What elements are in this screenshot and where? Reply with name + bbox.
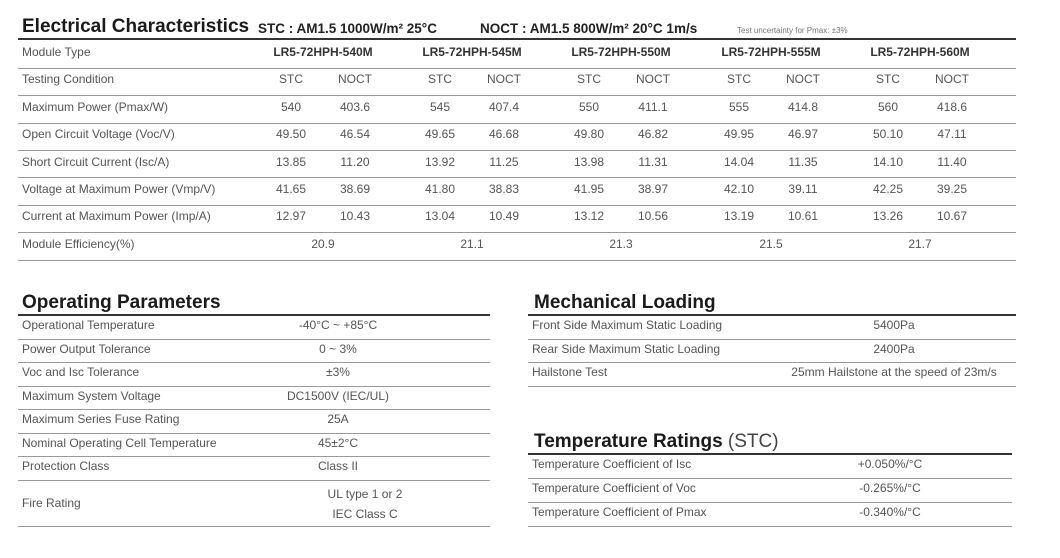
row-divider: [18, 409, 490, 410]
table-cell: 46.54: [339, 127, 371, 142]
table-cell: 46.82: [637, 127, 669, 142]
row-divider: [18, 433, 490, 434]
table-cell: 41.65: [275, 182, 307, 196]
table-cell: 13.04: [424, 209, 456, 224]
row-divider: [18, 95, 1016, 96]
row-divider: [18, 150, 1016, 151]
electrical-title: Electrical Characteristics: [22, 16, 250, 37]
efficiency-value: 21.5: [759, 236, 783, 251]
spec-label: Maximum Series Fuse Rating: [22, 412, 180, 426]
fire-rating-label: Fire Rating: [22, 496, 81, 510]
table-cell: 39.25: [936, 182, 968, 196]
temperature-top-rule: [528, 453, 1012, 455]
condition-header: STC: [279, 72, 303, 87]
table-cell: 42.10: [723, 182, 755, 196]
table-cell: 560: [877, 99, 899, 114]
spec-value: -40°C ~ +85°C: [298, 318, 378, 332]
condition-header: NOCT: [636, 72, 670, 87]
spec-value: Class II: [317, 459, 358, 473]
condition-header: NOCT: [935, 72, 969, 87]
row-divider: [18, 123, 1016, 124]
row-divider: [18, 68, 1016, 69]
table-cell: 49.95: [723, 127, 755, 142]
row-divider: [528, 526, 1012, 527]
table-cell: 11.31: [638, 154, 668, 169]
row-divider: [18, 232, 1016, 233]
row-divider: [18, 456, 490, 457]
table-cell: 49.65: [424, 127, 456, 142]
model-header: LR5-72HPH-560M: [870, 45, 970, 59]
spec-value: 25mm Hailstone at the speed of 23m/s: [791, 365, 997, 379]
table-cell: 10.67: [936, 209, 968, 224]
parameter-label: Open Circuit Voltage (Voc/V): [22, 127, 175, 142]
condition-header: STC: [577, 72, 601, 87]
table-cell: 46.68: [488, 127, 520, 142]
efficiency-value: 21.1: [460, 236, 484, 251]
condition-header: STC: [876, 72, 900, 87]
table-cell: 414.8: [787, 99, 819, 114]
model-header: LR5-72HPH-545M: [422, 45, 522, 59]
table-cell: 39.11: [788, 182, 818, 196]
parameter-label: Current at Maximum Power (Imp/A): [22, 209, 211, 224]
table-cell: 49.50: [275, 127, 307, 142]
table-cell: 13.92: [424, 154, 456, 169]
row-divider: [18, 177, 1016, 178]
spec-label: Temperature Coefficient of Pmax: [532, 505, 707, 519]
table-cell: 38.97: [637, 182, 669, 196]
table-cell: 11.20: [340, 154, 370, 169]
operating-bottom-rule: [18, 526, 490, 527]
spec-value: -0.265%/°C: [859, 481, 921, 495]
spec-label: Protection Class: [22, 459, 110, 473]
spec-label: Rear Side Maximum Static Loading: [532, 341, 721, 356]
spec-value: ±3%: [326, 365, 350, 379]
row-divider: [528, 478, 1012, 479]
spec-value: 45±2°C: [317, 435, 359, 450]
temperature-title-suffix: (STC): [727, 431, 779, 452]
spec-value: 2400Pa: [873, 341, 915, 356]
row-divider: [528, 502, 1012, 503]
stc-condition: STC : AM1.5 1000W/m² 25°C: [258, 21, 437, 36]
condition-header: STC: [727, 72, 751, 87]
spec-label: Voc and Isc Tolerance: [22, 365, 140, 379]
mechanical-title: Mechanical Loading: [534, 292, 716, 313]
table-cell: 50.10: [872, 127, 904, 142]
table-cell: 38.83: [488, 182, 520, 196]
spec-value: -0.340%/°C: [859, 505, 921, 519]
spec-label: Operational Temperature: [22, 318, 155, 332]
table-cell: 11.40: [937, 154, 967, 169]
condition-header: NOCT: [487, 72, 521, 87]
table-cell: 10.61: [787, 209, 819, 224]
table-cell: 411.1: [638, 99, 668, 114]
row-divider: [18, 260, 1016, 261]
table-cell: 11.25: [489, 154, 519, 169]
table-cell: 42.25: [872, 182, 904, 196]
spec-label: Front Side Maximum Static Loading: [532, 318, 723, 332]
table-cell: 49.80: [573, 127, 605, 142]
parameter-label: Voltage at Maximum Power (Vmp/V): [22, 182, 216, 196]
table-cell: 550: [578, 99, 600, 114]
fire-rating-ul: UL type 1 or 2: [327, 487, 403, 501]
parameter-label: Short Circuit Current (Isc/A): [22, 154, 170, 169]
table-cell: 13.19: [723, 209, 755, 224]
table-cell: 14.04: [723, 154, 755, 169]
module-type-label: Module Type: [22, 45, 91, 59]
row-divider: [528, 339, 1016, 340]
parameter-label: Maximum Power (Pmax/W): [22, 99, 169, 114]
table-cell: 47.11: [937, 127, 967, 142]
spec-label: Temperature Coefficient of Voc: [532, 481, 696, 495]
table-cell: 555: [728, 99, 750, 114]
condition-header: STC: [428, 72, 452, 87]
table-cell: 418.6: [936, 99, 968, 114]
table-cell: 13.85: [275, 154, 307, 169]
row-divider: [18, 480, 490, 481]
spec-label: Maximum System Voltage: [22, 388, 161, 403]
fire-rating-iec: IEC Class C: [332, 507, 398, 521]
table-cell: 41.95: [573, 182, 605, 196]
model-header: LR5-72HPH-550M: [571, 45, 671, 59]
spec-value: 0 ~ 3%: [319, 341, 357, 356]
condition-header: NOCT: [786, 72, 820, 87]
temperature-title-text: Temperature Ratings: [534, 431, 723, 452]
mechanical-top-rule: [528, 314, 1016, 316]
table-cell: 10.43: [339, 209, 371, 224]
table-cell: 41.80: [424, 182, 456, 196]
table-cell: 407.4: [488, 99, 520, 114]
spec-label: Power Output Tolerance: [22, 341, 151, 356]
spec-label: Nominal Operating Cell Temperature: [22, 435, 217, 450]
table-cell: 10.49: [488, 209, 520, 224]
row-divider: [528, 362, 1016, 363]
temperature-title: [534, 431, 779, 453]
operating-top-rule: [18, 314, 490, 316]
table-cell: 13.26: [872, 209, 904, 224]
spec-value: 25A: [327, 412, 349, 426]
table-cell: 10.56: [637, 209, 669, 224]
table-cell: 12.97: [275, 209, 307, 224]
spec-value: 5400Pa: [873, 318, 915, 332]
table-cell: 403.6: [339, 99, 371, 114]
testing-condition-label: Testing Condition: [22, 72, 115, 87]
table-cell: 46.97: [787, 127, 819, 142]
table-cell: 14.10: [872, 154, 904, 169]
table-cell: 11.35: [788, 154, 818, 169]
table-cell: 540: [280, 99, 302, 114]
efficiency-value: 21.7: [908, 236, 932, 251]
model-header: LR5-72HPH-540M: [273, 45, 373, 59]
noct-condition: NOCT : AM1.5 800W/m² 20°C 1m/s: [480, 21, 698, 36]
spec-label: Hailstone Test: [532, 365, 608, 379]
table-cell: 545: [429, 99, 451, 114]
table-cell: 38.69: [339, 182, 371, 196]
efficiency-value: 21.3: [609, 236, 633, 251]
table-cell: 13.12: [573, 209, 605, 224]
row-divider: [528, 386, 1016, 387]
spec-value: DC1500V (IEC/UL): [286, 388, 390, 403]
row-divider: [18, 205, 1016, 206]
efficiency-value: 20.9: [311, 236, 335, 251]
electrical-top-rule: [18, 38, 1016, 40]
model-header: LR5-72HPH-555M: [721, 45, 821, 59]
operating-title: Operating Parameters: [22, 292, 221, 313]
spec-value: +0.050%/°C: [857, 457, 923, 471]
module-efficiency-label: Module Efficiency(%): [22, 236, 135, 251]
spec-label: Temperature Coefficient of Isc: [532, 457, 692, 471]
row-divider: [18, 386, 490, 387]
table-cell: 13.98: [573, 154, 605, 169]
row-divider: [18, 339, 490, 340]
row-divider: [18, 362, 490, 363]
uncertainty-note: Test uncertainty for Pmax: ±3%: [737, 26, 848, 35]
condition-header: NOCT: [338, 72, 372, 87]
